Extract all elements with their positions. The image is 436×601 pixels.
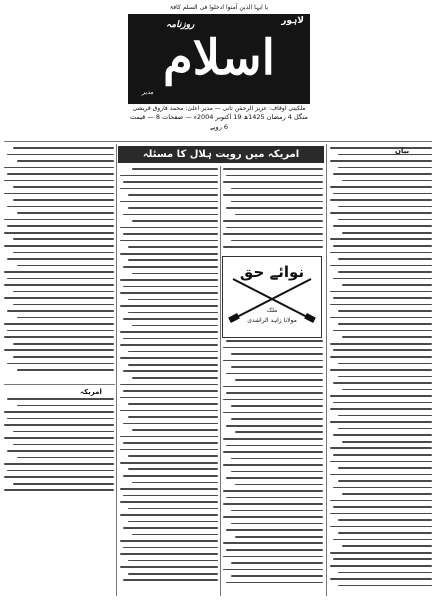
text-line [223,168,323,170]
text-line [223,438,323,440]
text-line [4,245,114,247]
text-line [226,392,323,394]
text-line [4,232,114,234]
text-line [223,542,323,544]
text-line [231,418,323,420]
masthead-city: لاہور [281,16,304,26]
text-line [223,181,323,183]
text-line [4,180,114,182]
text-line [120,240,218,242]
text-line [231,240,323,242]
text-line [7,258,114,260]
text-line [123,495,218,497]
text-line [13,343,114,345]
text-line [333,278,432,280]
text-line [120,201,218,203]
text-line [338,428,432,430]
text-line [333,225,432,227]
text-line [123,475,218,477]
text-line [226,373,323,375]
text-line [120,384,218,386]
text-line [333,297,432,299]
text-line [226,340,323,342]
text-line [120,188,218,190]
text-line [338,167,432,169]
text-line [13,238,114,240]
text-line [330,500,432,502]
text-line [330,461,432,463]
text-line [4,476,114,478]
text-line [4,219,114,221]
text-line [7,206,114,208]
text-line [128,416,218,418]
text-line [333,487,432,489]
text-line [123,370,218,372]
text-line [333,434,432,436]
text-line [123,442,218,444]
text-line [128,560,218,562]
column-author: مولانا زاہد الراشدی [247,317,297,324]
text-line [7,470,114,472]
text-line [17,369,114,371]
text-line [330,186,432,188]
text-line [330,238,432,240]
masthead [128,2,310,131]
text-line [330,291,432,293]
column-logo [222,256,322,338]
text-line [330,408,432,410]
text-line [231,510,323,512]
text-line [226,445,323,447]
text-line [4,349,114,351]
text-line [120,553,218,555]
text-line [338,271,432,273]
text-line [7,225,114,227]
text-line [333,539,432,541]
text-line [330,199,432,201]
text-line [338,206,432,208]
text-line [333,402,432,404]
text-line [17,405,114,407]
column-rule [326,144,327,596]
text-line [231,562,323,564]
text-line [226,549,323,551]
text-line [342,180,432,182]
text-line [123,214,218,216]
masthead-daily: روزنامہ [166,20,195,30]
text-line [338,572,432,574]
column-title: نوائے حق [239,263,305,281]
text-line [13,147,114,149]
text-line [4,271,114,273]
text-line [120,344,218,346]
text-line [4,297,114,299]
text-line [7,330,114,332]
masthead-editors: ملکیتی اوقاف: عزیز الرحمٰن ثانی — مدیر اعلیٰ: محمد فاروق قریشی [128,104,310,114]
text-line [223,194,323,196]
text-line [7,363,114,365]
text-line [128,299,218,301]
text-line [7,278,114,280]
text-line [132,325,218,327]
subhead-left: امریکہ [80,388,102,396]
text-line [4,336,114,338]
text-column-far-left-bottom [4,398,114,498]
text-line [235,214,323,216]
text-line [330,565,432,567]
text-line [330,160,432,162]
text-line [128,246,218,248]
text-line [4,489,114,491]
text-line [231,353,323,355]
text-line [120,331,218,333]
text-line [7,154,114,156]
text-line [128,468,218,470]
text-line [13,186,114,188]
article-headline-bar [118,146,324,163]
column-rule [220,166,221,596]
text-line [17,265,114,267]
text-line [330,265,432,267]
text-line [4,463,114,465]
text-line [333,245,432,247]
text-line [120,292,218,294]
text-line [223,399,323,401]
text-line [338,376,432,378]
text-line [338,480,432,482]
text-line [235,484,323,486]
text-line [231,188,323,190]
text-line [13,431,114,433]
text-line [333,330,432,332]
text-line [132,534,218,536]
text-line [128,259,218,261]
text-line [338,415,432,417]
text-line [231,201,323,203]
text-line [330,513,432,515]
text-line [128,364,218,366]
text-line [338,532,432,534]
text-line [231,405,323,407]
text-line [120,501,218,503]
column-rule [116,144,117,596]
text-line [120,279,218,281]
text-line [17,212,114,214]
text-line [120,175,218,177]
text-line [235,431,323,433]
text-line [333,454,432,456]
text-line [226,529,323,531]
subhead-right: بیان [395,147,410,155]
text-line [235,536,323,538]
text-line [342,232,432,234]
text-line [338,154,432,156]
text-line [123,318,218,320]
text-line [128,207,218,209]
text-line [223,220,323,222]
text-line [226,227,323,229]
text-line [223,490,323,492]
text-line [123,527,218,529]
text-line [330,474,432,476]
section-divider [4,384,115,385]
text-line [17,317,114,319]
text-line [128,403,218,405]
text-line [7,398,114,400]
text-line [223,451,323,453]
text-line [235,379,323,381]
text-line [132,220,218,222]
text-line [123,286,218,288]
text-line [333,558,432,560]
text-line [123,338,218,340]
text-line [330,252,432,254]
text-line [13,291,114,293]
text-line [128,508,218,510]
text-line [333,193,432,195]
text-line [120,357,218,359]
text-line [338,585,432,587]
text-line [342,441,432,443]
text-line [132,429,218,431]
text-line [223,412,323,414]
text-line [226,497,323,499]
newspaper-title: اسلام [163,30,275,86]
text-column-mid-right-bottom [223,340,323,592]
text-line [338,219,432,221]
text-column-right [330,147,432,595]
text-line [330,147,432,149]
text-line [132,377,218,379]
text-line [330,421,432,423]
text-line [226,582,323,584]
text-line [330,212,432,214]
text-line [13,444,114,446]
text-line [120,566,218,568]
text-line [223,503,323,505]
column-sub: ملک [266,307,278,314]
text-column-mid-left [120,168,218,593]
text-line [4,193,114,195]
text-line [330,395,432,397]
text-line [226,477,323,479]
text-line [4,437,114,439]
text-line [223,233,323,235]
text-line [7,450,114,452]
text-line [330,304,432,306]
text-line [17,160,114,162]
text-line [333,349,432,351]
text-line [7,310,114,312]
text-line [330,343,432,345]
text-line [123,233,218,235]
text-line [226,425,323,427]
text-line [13,199,114,201]
text-line [226,207,323,209]
text-line [338,323,432,325]
text-line [342,493,432,495]
text-line [4,167,114,169]
text-line [338,467,432,469]
text-line [132,273,218,275]
text-line [223,516,323,518]
text-line [333,382,432,384]
text-line [17,457,114,459]
text-line [223,569,323,571]
text-line [342,545,432,547]
text-line [4,284,114,286]
text-line [338,519,432,521]
text-line [231,575,323,577]
text-line [231,366,323,368]
text-line [120,540,218,542]
text-line [333,506,432,508]
text-line [223,464,323,466]
text-line [120,449,218,451]
text-line [120,514,218,516]
text-column-far-left-top [4,147,114,381]
text-line [120,305,218,307]
text-line [128,351,218,353]
masthead-editor-label: مدیر [142,89,154,96]
text-line [123,579,218,581]
text-line [342,284,432,286]
text-line [330,356,432,358]
text-line [120,397,218,399]
text-line [330,317,432,319]
text-line [342,336,432,338]
text-line [231,523,323,525]
text-line [330,369,432,371]
text-line [13,356,114,358]
text-line [123,547,218,549]
text-line [223,386,323,388]
text-line [4,411,114,413]
text-line [342,389,432,391]
text-line [330,447,432,449]
text-line [223,556,323,558]
text-line [4,323,114,325]
text-line [333,173,432,175]
text-line [13,483,114,485]
text-line [330,578,432,580]
text-line [338,310,432,312]
text-line [120,462,218,464]
text-line [330,552,432,554]
text-line [132,168,218,170]
text-line [128,194,218,196]
text-line [338,363,432,365]
text-line [123,390,218,392]
text-line [4,424,114,426]
article-headline: امریکہ میں رویت ہلال کا مسئلہ [142,149,300,160]
text-line [223,360,323,362]
text-line [120,253,218,255]
text-line [226,175,323,177]
text-line [128,455,218,457]
top-divider [4,141,432,142]
text-line [120,410,218,412]
text-line [128,312,218,314]
text-line [231,458,323,460]
text-line [13,252,114,254]
text-line [7,173,114,175]
text-line [223,347,323,349]
text-line [7,418,114,420]
text-line [123,266,218,268]
text-line [223,246,323,248]
masthead-date: منگل 4 رمضان 1425ھ 19 اکتوبر 2004ء — صفحات 8 — قیمت 6 روپے [128,112,310,132]
text-line [120,436,218,438]
masthead-verse: یا ایہا الذین آمنوا ادخلوا فی السلم کافۃ [128,2,310,14]
text-line [123,181,218,183]
text-line [128,573,218,575]
text-line [330,526,432,528]
text-column-mid-right-top [223,168,323,254]
text-line [120,227,218,229]
text-line [132,482,218,484]
text-line [231,471,323,473]
text-line [120,488,218,490]
text-line [13,304,114,306]
text-line [123,423,218,425]
text-line [128,521,218,523]
text-line [338,258,432,260]
